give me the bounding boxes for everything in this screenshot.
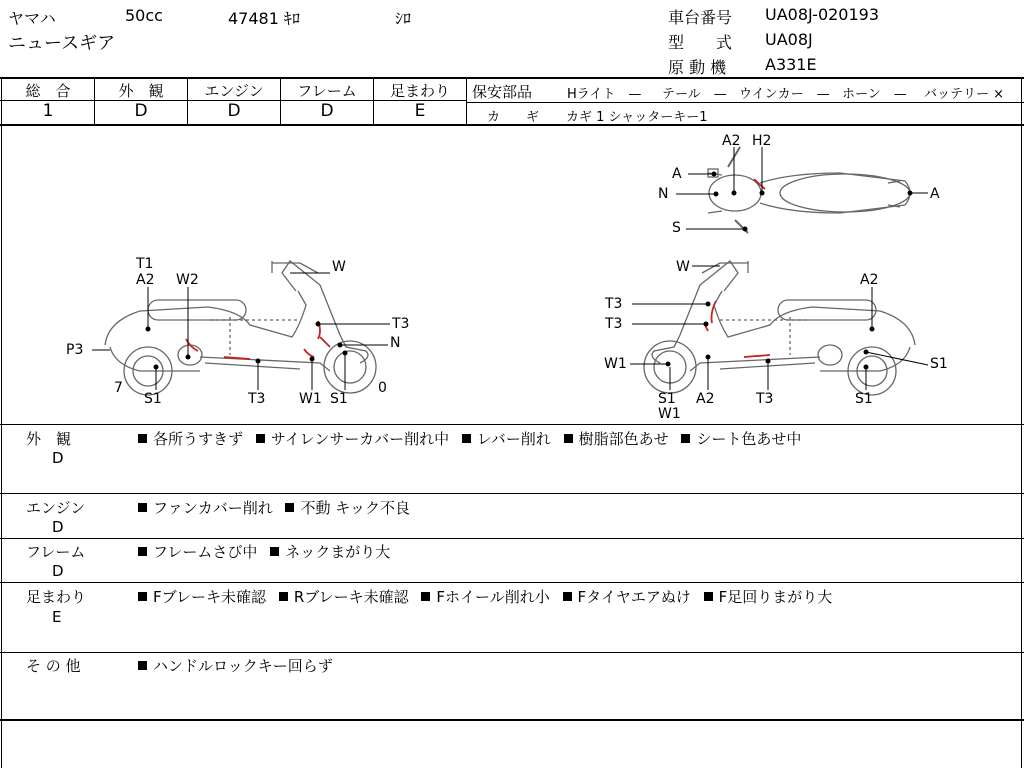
color: ｼﾛ	[395, 9, 412, 28]
note-item: Fタイヤエアぬけ	[577, 588, 691, 606]
grade-value: D	[227, 101, 241, 121]
divider	[466, 77, 467, 125]
diagram-label: S1	[855, 391, 873, 407]
diagram-label: T3	[392, 316, 410, 332]
maker: ヤマハ	[8, 9, 56, 28]
note-items	[138, 497, 410, 518]
divider	[0, 424, 1024, 425]
note-item: Fホイール削れ小	[436, 588, 550, 606]
divider	[0, 493, 1024, 494]
diagram-label: A2	[722, 133, 741, 149]
note-category: 足まわり	[26, 588, 87, 606]
mileage: 47481 ｷﾛ	[228, 9, 300, 28]
divider	[0, 652, 1024, 653]
bullet-icon	[704, 592, 713, 601]
diagram-label: W1	[604, 356, 627, 372]
left-front-wheel	[324, 341, 376, 393]
note-category: エンジン	[26, 499, 86, 517]
chassis-label: 車台番号	[668, 8, 733, 27]
safety-item: バッテリー ×	[924, 87, 1005, 102]
left-handlebar	[272, 261, 318, 273]
diagram-label: 7	[114, 380, 123, 396]
model-name: ニュースギア	[8, 33, 116, 54]
key-label: カ ギ	[487, 110, 540, 125]
divider	[0, 77, 1024, 79]
note-items	[138, 586, 832, 607]
note-category: 外 観	[26, 430, 72, 448]
bullet-icon	[256, 434, 265, 443]
diagram-label: T3	[756, 391, 774, 407]
note-item: ファンカバー削れ	[153, 499, 273, 517]
diagram-label: T1	[136, 256, 154, 272]
diagram-label: S	[672, 220, 681, 236]
right-scooter-body	[714, 291, 915, 345]
note-item: ハンドルロックキー回らず	[153, 657, 333, 675]
divider	[0, 719, 1024, 721]
left-engine	[178, 345, 202, 365]
diagram-label: T3	[605, 296, 623, 312]
grade-label: 足まわり	[389, 82, 450, 100]
diagram-label: A	[672, 166, 682, 182]
bullet-icon	[421, 592, 430, 601]
right-engine	[818, 345, 842, 365]
diagram-label: A	[930, 186, 940, 202]
engine-label: 原 動 機	[668, 58, 727, 77]
divider	[466, 102, 1024, 103]
type-value: UA08J	[765, 30, 813, 49]
bullet-icon	[138, 434, 147, 443]
note-grade: E	[52, 608, 62, 626]
note-category: フレーム	[26, 543, 86, 561]
divider	[0, 582, 1024, 583]
bullet-icon	[564, 434, 573, 443]
note-item: サイレンサーカバー削れ中	[270, 430, 450, 448]
diagram-label: P3	[66, 342, 84, 358]
bullet-icon	[462, 434, 471, 443]
top-view-body	[760, 173, 910, 213]
note-items	[138, 428, 801, 449]
grade-label: エンジン	[204, 82, 264, 100]
note-grade: D	[52, 449, 64, 467]
top-view-handlebar	[728, 147, 748, 233]
bullet-icon	[285, 503, 294, 512]
right-floor	[690, 357, 820, 371]
grade-label: フレーム	[297, 82, 357, 100]
displacement: 50cc	[125, 6, 163, 25]
diagram-label: A2	[860, 272, 879, 288]
diagram-label: S1	[144, 391, 162, 407]
key-value: カギ 1 シャッターキー1	[566, 110, 708, 125]
left-front-cowl	[282, 261, 368, 363]
note-category: そ の 他	[26, 657, 81, 675]
diagram-label: S1	[330, 391, 348, 407]
leader-lines	[92, 147, 928, 390]
grade-value: E	[414, 101, 426, 121]
right-front-cowl	[652, 261, 738, 363]
note-item: フレームさび中	[153, 543, 258, 561]
note-item: F足回りまがり大	[718, 588, 833, 606]
safety-item: ウインカー —	[739, 87, 830, 102]
note-item: ネックまがり大	[285, 543, 391, 561]
diagram-label: H2	[752, 133, 772, 149]
bullet-icon	[279, 592, 288, 601]
grade-value: 1	[42, 101, 54, 121]
left-scooter-body	[105, 291, 306, 345]
diagram-label: S1	[658, 391, 676, 407]
bullet-icon	[138, 592, 147, 601]
bullet-icon	[681, 434, 690, 443]
bullet-icon	[138, 547, 147, 556]
note-item: Fブレーキ未確認	[153, 588, 267, 606]
note-grade: D	[52, 562, 64, 580]
chassis-value: UA08J-020193	[765, 5, 880, 24]
safety-label: 保安部品	[472, 83, 533, 101]
safety-item: Hライト —	[567, 87, 642, 102]
note-items	[138, 655, 333, 676]
diagram-label: T3	[605, 316, 623, 332]
diagram-label: A2	[136, 272, 155, 288]
grade-value: D	[320, 101, 334, 121]
note-item: 樹脂部色あせ	[578, 430, 669, 448]
diagram-label: 0	[378, 380, 387, 396]
diagram-label: W	[676, 259, 690, 275]
note-item: 各所うすきず	[153, 430, 244, 448]
grade-label: 外 観	[118, 82, 164, 100]
safety-item: テール —	[662, 87, 727, 102]
note-item: 不動 キック不良	[300, 499, 410, 517]
diagram-label: W2	[176, 272, 199, 288]
divider	[0, 538, 1024, 539]
diagram-label: S1	[930, 356, 948, 372]
note-item: レバー削れ	[476, 430, 551, 448]
grade-label: 総 合	[25, 82, 71, 100]
diagram-label: W1	[658, 406, 681, 422]
diagram-label: T3	[248, 391, 266, 407]
note-grade: D	[52, 518, 64, 536]
bullet-icon	[270, 547, 279, 556]
diagram-label: A2	[696, 391, 715, 407]
type-label: 型 式	[668, 33, 733, 52]
bullet-icon	[138, 503, 147, 512]
diagram-label: W	[332, 259, 346, 275]
note-items	[138, 541, 390, 562]
safety-item: ホーン —	[842, 87, 907, 102]
engine-value: A331E	[765, 55, 817, 74]
grade-value: D	[134, 101, 148, 121]
bullet-icon	[138, 661, 147, 670]
diagram-label: W1	[299, 391, 322, 407]
right-handlebar	[702, 261, 748, 273]
note-item: シート色あせ中	[696, 430, 802, 448]
note-item: Rブレーキ未確認	[293, 588, 409, 606]
bullet-icon	[563, 592, 572, 601]
diagram-label: N	[658, 186, 669, 202]
diagram-label: N	[390, 335, 401, 351]
